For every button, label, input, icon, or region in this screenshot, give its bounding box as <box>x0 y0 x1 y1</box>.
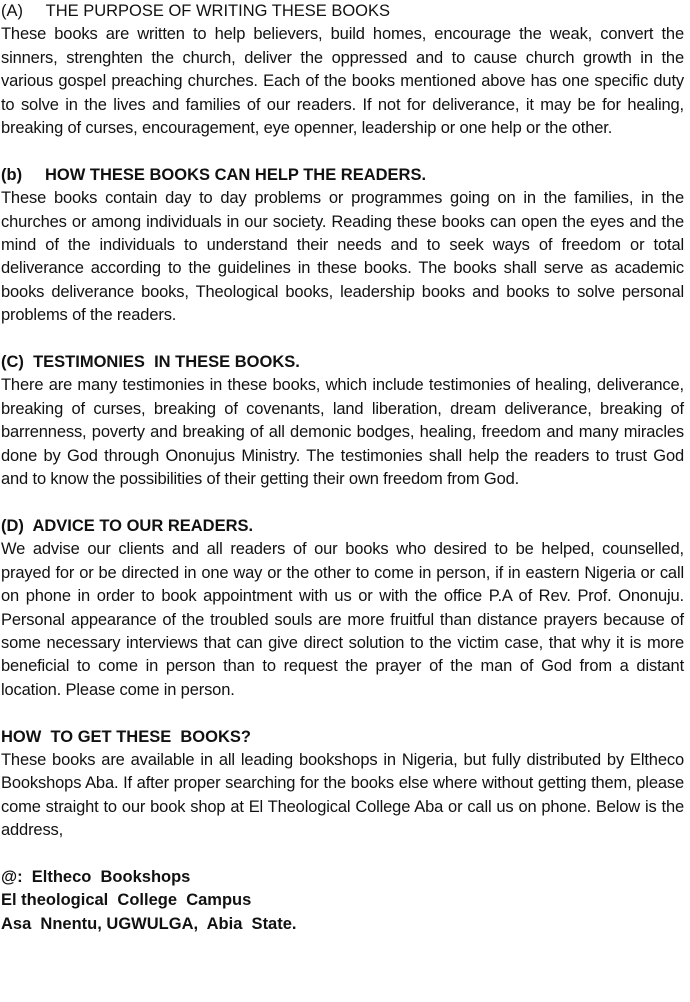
section-body-purpose: These books are written to help believers, build homes, encourage the weak, convert the sinners, strenghten the church, deliver the oppressed and to cause church growth in the various gospel preaching churches. Each of the books mentioned above has one specific duty to solve in the lives and families of our readers. If not for deliverance, it may be for healing, breaking of curses, encouragement, eye openner, leadership or one help or the other. <box>1 25 684 138</box>
section-how-to-get <box>1 726 684 843</box>
address-line-2: El theological College Campus <box>1 891 252 910</box>
section-heading-how-to-get: HOW TO GET THESE BOOKS? <box>1 727 251 746</box>
section-purpose <box>1 0 684 140</box>
section-help <box>1 164 684 328</box>
section-body-testimonies: There are many testimonies in these books, which include testimonies of healing, deliverance, breaking of curses, breaking of covenants, land liberation, dream deliverance, breaking of barrenness, poverty and breaking of all demonic bodges, healing, freedom and many miracles done by God through Ononujus Ministry. The testimonies shall help the readers to trust God and to know the possibilities of their getting their own freedom from God. <box>1 376 684 489</box>
address-line-1: @: Eltheco Bookshops <box>1 867 191 886</box>
section-body-how-to-get: These books are available in all leading bookshops in Nigeria, but fully distributed by Eltheco Bookshops Aba. If after proper searching for the books else where without getting them, please come straight to our book shop at El Theological College Aba or call us on phone. Below is the address, <box>1 750 684 840</box>
address-block <box>1 866 684 936</box>
section-advice <box>1 515 684 702</box>
spacer <box>1 140 684 163</box>
section-body-help: These books contain day to day problems or programmes going on in the families, in the churches or among individuals in our society. Reading these books can open the eyes and the mind of the individuals to understand their needs and to seek ways of freedom or total deliverance according to the guidelines in these books. The books shall serve as academic books deliverance books, Theological books, leadership books and books to solve personal problems of the readers. <box>1 189 684 325</box>
spacer <box>1 328 684 351</box>
spacer <box>1 843 684 866</box>
section-heading-testimonies: (C) TESTIMONIES IN THESE BOOKS. <box>1 353 300 372</box>
section-body-advice: We advise our clients and all readers of our books who desired to be helped, counselled, prayed for or be directed in one way or the other to come in person, if in eastern Nigeria or call on phone in order to book appointment with us or with the office P.A of Rev. Prof. Ononuju. Personal appearance of the troubled souls are more fruitful than distance prayers because of some necessary interviews that can give direct solution to the victim case, that why it is more beneficial to come in person than to request the prayer of the man of God from a distant location. Please come in person. <box>1 540 684 699</box>
section-heading-advice: (D) ADVICE TO OUR READERS. <box>1 516 254 535</box>
address-line-3: Asa Nnentu, UGWULGA, Abia State. <box>1 914 297 933</box>
section-testimonies <box>1 351 684 491</box>
section-heading-help: (b) HOW THESE BOOKS CAN HELP THE READERS. <box>1 165 427 184</box>
spacer <box>1 492 684 515</box>
spacer <box>1 702 684 725</box>
section-heading-purpose: (A) THE PURPOSE OF WRITING THESE BOOKS <box>1 2 391 20</box>
